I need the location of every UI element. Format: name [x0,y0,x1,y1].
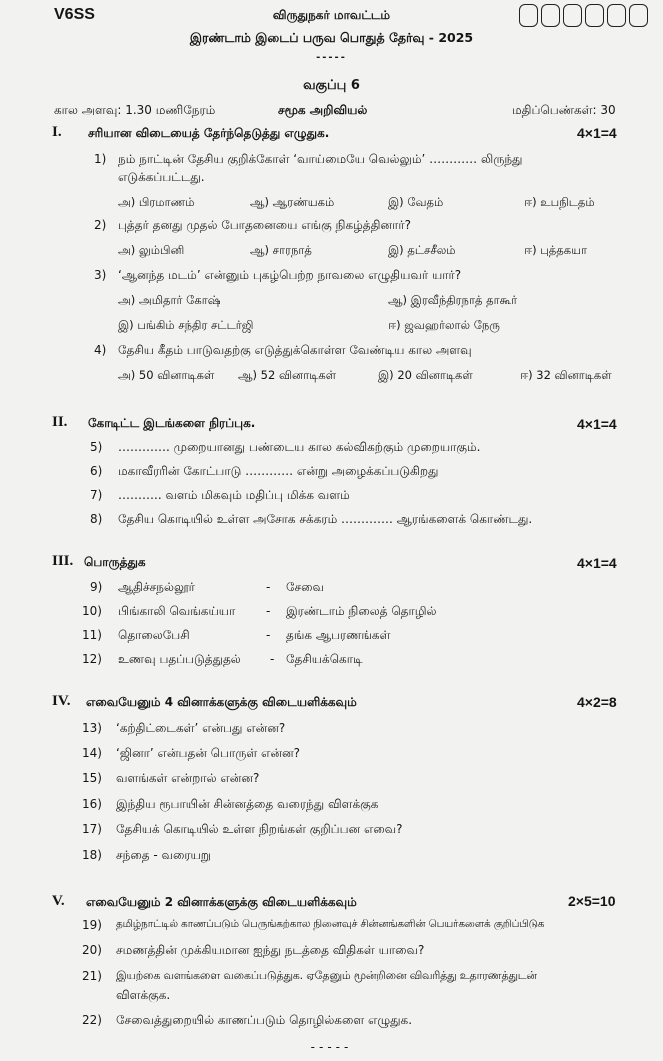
question-4-number: 4) [94,343,107,357]
question-10-number: 10) [82,604,102,618]
header-divider: ----- [316,52,347,63]
question-2-option-a: அ) லும்பினி [118,243,185,257]
question-18-number: 18) [82,848,102,862]
question-2-option-d: ஈ) புத்தகயா [524,243,588,257]
question-15-number: 15) [82,771,102,785]
section-4-marks: 4×2=8 [577,694,617,710]
question-1-number: 1) [94,152,107,166]
register-box [541,4,560,27]
question-1-option-a: அ) பிரமாணம் [118,195,195,209]
question-4-option-d: ஈ) 32 வினாடிகள் [520,368,612,382]
match-left-12: உணவு பதப்படுத்துதல் [118,652,241,666]
register-box [607,4,626,27]
question-19-number: 19) [82,918,102,932]
question-22-number: 22) [82,1013,102,1027]
match-right-9: சேவை [286,580,325,594]
question-11-number: 11) [82,628,102,642]
question-6-text: மகாவீரரின் கோட்பாடு ………… என்று அழைக்கப்படுகிறது [118,464,439,478]
district-title: விருதுநகர் மாவட்டம் [272,8,391,22]
exam-title: இரண்டாம் இடைப் பருவ பொதுத் தேர்வு - 2025 [189,30,474,45]
question-14-number: 14) [82,746,102,760]
section-3-title: பொருத்துக [84,555,146,569]
question-15-text: வளங்கள் என்றால் என்ன? [116,771,260,785]
question-21-number: 21) [82,969,102,983]
question-21-text: இயற்கை வளங்களை வகைப்படுத்துக. ஏதேனும் மூன்றினை விவரித்து உதாரணத்துடன் [116,969,537,982]
register-box [629,4,648,27]
match-dash-10: - [266,604,271,618]
question-1-option-d: ஈ) உபநிடதம் [524,195,595,209]
end-divider: ----- [310,1040,353,1054]
question-7-number: 7) [90,488,103,502]
question-2-option-b: ஆ) சாரநாத் [250,243,312,257]
question-3-option-d: ஈ) ஜவஹர்லால் நேரு [388,318,500,332]
section-5-number: V. [52,893,65,909]
section-1-title: சரியான விடையைத் தேர்ந்தெடுத்து எழுதுக. [88,126,330,140]
match-right-10: இரண்டாம் நிலைத் தொழில் [286,604,437,618]
question-13-text: ‘கற்திட்டைகள்’ என்பது என்ன? [116,721,286,735]
question-21-text-cont: விளக்குக. [116,988,171,1002]
section-1-number: I. [52,124,62,140]
question-3-text: ‘ஆனந்த மடம்’ என்னும் புகழ்பெற்ற நாவலை எழுதியவர் யார்? [118,268,462,282]
register-number-boxes [519,4,648,27]
question-20-text: சமணத்தின் முக்கியமான ஐந்து நடத்தை விதிகள் யாவை? [116,943,425,957]
question-1-text: நம் நாட்டின் தேசிய குறிக்கோள் ‘வாய்மையே வெல்லும்’ ………… லிருந்து [118,152,523,166]
question-4-option-c: இ) 20 வினாடிகள் [378,368,473,382]
section-3-number: III. [52,553,74,569]
question-6-number: 6) [90,464,103,478]
register-box [563,4,582,27]
section-1-marks: 4×1=4 [577,125,617,141]
time-allowed: கால அளவு: 1.30 மணிநேரம் [54,103,216,117]
match-right-12: தேசியக்கொடி [286,652,363,666]
match-left-9: ஆதிச்சநல்லூர் [118,580,195,594]
max-marks: மதிப்பெண்கள்: 30 [512,103,616,117]
section-3-marks: 4×1=4 [577,555,617,571]
question-9-number: 9) [90,580,103,594]
class-title: வகுப்பு 6 [303,78,360,93]
subject-title: சமூக அறிவியல் [278,103,368,117]
section-2-marks: 4×1=4 [577,416,617,432]
question-20-number: 20) [82,943,102,957]
question-4-text: தேசிய கீதம் பாடுவதற்கு எடுத்துக்கொள்ள வேண்டிய கால அளவு [118,343,472,357]
question-8-number: 8) [90,512,103,526]
match-dash-11: - [266,628,271,642]
question-17-number: 17) [82,822,102,836]
register-box [519,4,538,27]
question-16-text: இந்திய ரூபாயின் சின்னத்தை வரைந்து விளக்குக [116,797,379,811]
question-3-option-b: ஆ) இரவீந்திரநாத் தாகூர் [388,293,518,307]
question-3-option-c: இ) பங்கிம் சந்திர சட்டர்ஜி [118,318,254,332]
question-14-text: ‘ஜினா’ என்பதன் பொருள் என்ன? [116,746,301,760]
register-box [585,4,604,27]
paper-code: V6SS [54,6,95,23]
question-5-text: …………. முறையானது பண்டைய கால கல்விகற்கும் முறையாகும். [118,440,481,454]
question-12-number: 12) [82,652,102,666]
match-left-10: பிங்காலி வெங்கய்யா [118,604,236,618]
question-3-option-a: அ) அமிதார் கோஷ் [118,293,221,307]
match-right-11: தங்க ஆபரணங்கள் [286,628,391,642]
section-4-title: எவையேனும் 4 வினாக்களுக்கு விடையளிக்கவும் [86,695,357,709]
question-1-option-b: ஆ) ஆரண்யகம் [250,195,335,209]
question-1-text-cont: எடுக்கப்பட்டது. [118,170,205,184]
question-19-text: தமிழ்நாட்டில் காணப்படும் பெருங்கற்கால நினைவுச் சின்னங்களின் பெயர்களைக் குறிப்பிடுக [116,918,545,930]
question-22-text: சேவைத்துறையில் காணப்படும் தொழில்களை எழுதுக. [116,1013,413,1027]
question-3-number: 3) [94,268,107,282]
question-13-number: 13) [82,721,102,735]
question-2-number: 2) [94,218,107,232]
question-4-option-b: ஆ) 52 வினாடிகள் [238,368,337,382]
question-4-option-a: அ) 50 வினாடிகள் [118,368,215,382]
match-dash-12: - [270,652,275,666]
question-1-option-c: இ) வேதம் [388,195,444,209]
question-5-number: 5) [90,440,103,454]
section-5-title: எவையேனும் 2 வினாக்களுக்கு விடையளிக்கவும் [86,895,357,909]
question-2-option-c: இ) தட்சசீலம் [388,243,456,257]
section-2-number: II. [52,414,68,430]
question-18-text: சந்தை - வரையறு [116,848,211,862]
section-4-number: IV. [52,693,71,709]
question-7-text: ……….. வளம் மிகவும் மதிப்பு மிக்க வளம் [118,488,350,502]
section-5-marks: 2×5=10 [568,893,616,909]
match-dash-9: - [266,580,271,594]
section-2-title: கோடிட்ட இடங்களை நிரப்புக. [88,416,256,430]
match-left-11: தொலைபேசி [118,628,190,642]
question-17-text: தேசியக் கொடியில் உள்ள நிறங்கள் குறிப்பன எவை? [116,822,403,836]
question-8-text: தேசிய கொடியில் உள்ள அசோக சக்கரம் …………. ஆரங்களைக் கொண்டது. [118,512,533,526]
question-16-number: 16) [82,797,102,811]
question-2-text: புத்தர் தனது முதல் போதனையை எங்கு நிகழ்த்தினார்? [118,218,411,232]
